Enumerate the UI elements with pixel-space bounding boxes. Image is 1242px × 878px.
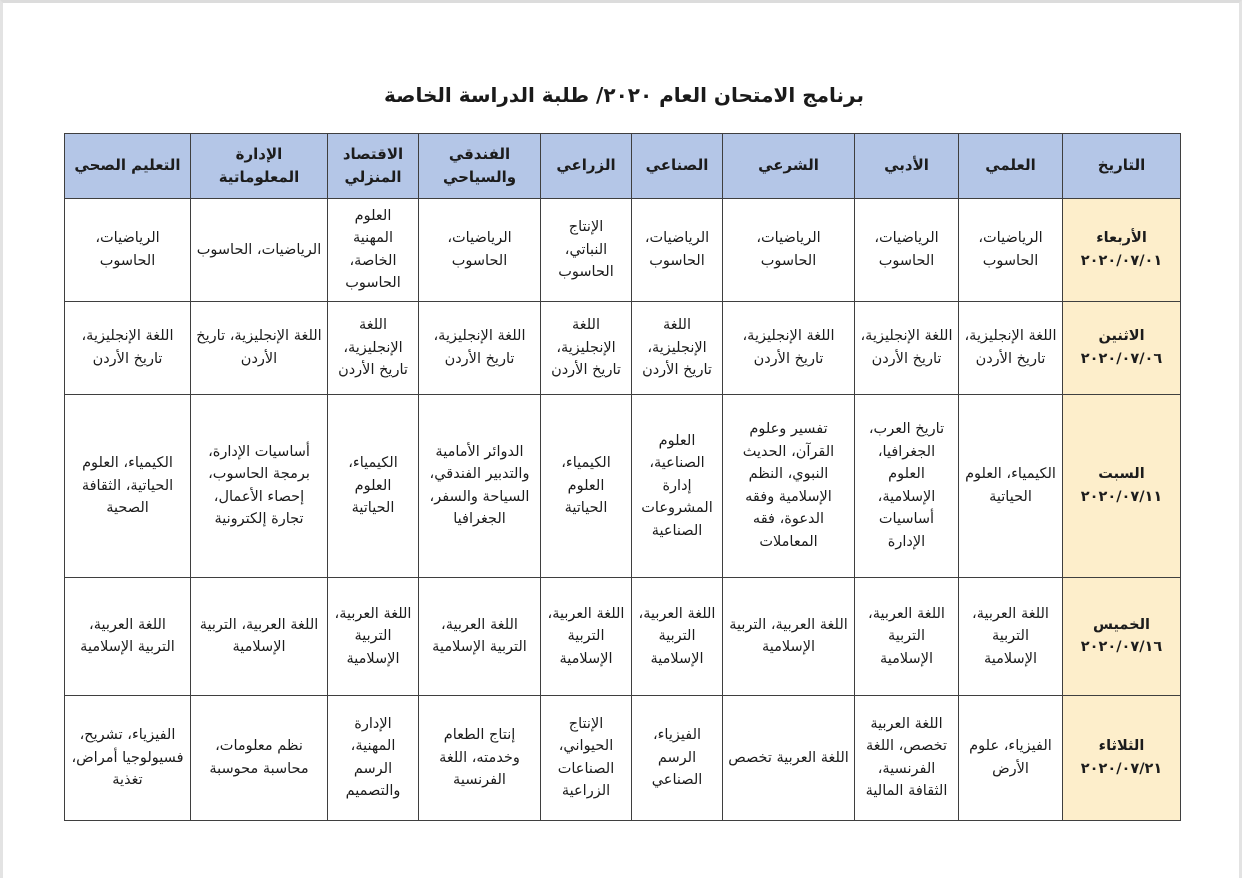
subject-cell: الكيمياء، العلوم الحياتية: [541, 394, 632, 577]
column-header-agricultural: الزراعي: [541, 134, 632, 199]
subject-cell: اللغة العربية، التربية الإسلامية: [632, 577, 723, 695]
day-of-week: الاثنين: [1098, 328, 1145, 345]
date-cell: [1063, 394, 1181, 577]
day-of-week: الخميس: [1092, 616, 1150, 633]
subject-cell: الإنتاج النباتي، الحاسوب: [541, 199, 632, 302]
date-value: ٢٠٢٠/٠٧/٢١: [1080, 760, 1163, 777]
subject-cell: اللغة العربية، التربية الإسلامية: [419, 577, 541, 695]
date-cell: [1063, 695, 1181, 820]
column-header-hotel-tourism: الفندقي والسياحي: [419, 134, 541, 199]
subject-cell: تفسير وعلوم القرآن، الحديث النبوي، النظم الإسلامية وفقه الدعوة، فقه المعاملات: [723, 394, 855, 577]
column-header-home-economics: الاقتصاد المنزلي: [328, 134, 419, 199]
subject-cell: الإدارة المهنية، الرسم والتصميم: [328, 695, 419, 820]
day-of-week: السبت: [1098, 466, 1145, 483]
subject-cell: اللغة الإنجليزية، تاريخ الأردن: [855, 301, 959, 394]
subject-cell: الرياضيات، الحاسوب: [723, 199, 855, 302]
header-row: [65, 134, 1181, 199]
subject-cell: اللغة العربية، التربية الإسلامية: [541, 577, 632, 695]
column-header-industrial: الصناعي: [632, 134, 723, 199]
subject-cell: الرياضيات، الحاسوب: [855, 199, 959, 302]
subject-cell: أساسيات الإدارة، برمجة الحاسوب، إحصاء الأعمال، تجارة إلكترونية: [191, 394, 328, 577]
subject-cell: الفيزياء، علوم الأرض: [959, 695, 1063, 820]
subject-cell: الرياضيات، الحاسوب: [632, 199, 723, 302]
column-header-sharia: الشرعي: [723, 134, 855, 199]
table-row: [65, 695, 1181, 820]
subject-cell: الفيزياء، الرسم الصناعي: [632, 695, 723, 820]
table-body: [65, 199, 1181, 821]
subject-cell: الرياضيات، الحاسوب: [65, 199, 191, 302]
subject-cell: العلوم المهنية الخاصة، الحاسوب: [328, 199, 419, 302]
subject-cell: الدوائر الأمامية والتدبير الفندقي، السياحة والسفر، الجغرافيا: [419, 394, 541, 577]
page-title: برنامج الامتحان العام ٢٠٢٠/ طلبة الدراسة الخاصة: [384, 83, 864, 107]
subject-cell: الرياضيات، الحاسوب: [191, 199, 328, 302]
date-value: ٢٠٢٠/٠٧/٠٦: [1080, 350, 1163, 367]
subject-cell: اللغة العربية، التربية الإسلامية: [328, 577, 419, 695]
subject-cell: اللغة العربية تخصص: [723, 695, 855, 820]
subject-cell: اللغة العربية، التربية الإسلامية: [191, 577, 328, 695]
subject-cell: اللغة الإنجليزية، تاريخ الأردن: [723, 301, 855, 394]
subject-cell: اللغة العربية، التربية الإسلامية: [855, 577, 959, 695]
day-of-week: الأربعاء: [1096, 230, 1147, 247]
table-row: [65, 577, 1181, 695]
subject-cell: اللغة العربية، التربية الإسلامية: [723, 577, 855, 695]
subject-cell: اللغة الإنجليزية، تاريخ الأردن: [328, 301, 419, 394]
subject-cell: اللغة الإنجليزية، تاريخ الأردن: [959, 301, 1063, 394]
subject-cell: اللغة العربية، التربية الإسلامية: [959, 577, 1063, 695]
subject-cell: الكيمياء، العلوم الحياتية: [959, 394, 1063, 577]
subject-cell: اللغة العربية تخصص، اللغة الفرنسية، الثقافة المالية: [855, 695, 959, 820]
subject-cell: العلوم الصناعية، إدارة المشروعات الصناعية: [632, 394, 723, 577]
subject-cell: اللغة الإنجليزية، تاريخ الأردن: [419, 301, 541, 394]
subject-cell: الكيمياء، العلوم الحياتية، الثقافة الصحية: [65, 394, 191, 577]
subject-cell: الفيزياء، تشريح، فسيولوجيا أمراض، تغذية: [65, 695, 191, 820]
subject-cell: الرياضيات، الحاسوب: [959, 199, 1063, 302]
table-header: [65, 134, 1181, 199]
subject-cell: الكيمياء، العلوم الحياتية: [328, 394, 419, 577]
column-header-literary: الأدبي: [855, 134, 959, 199]
table-row: [65, 301, 1181, 394]
exam-schedule-container: [71, 133, 1181, 821]
subject-cell: تاريخ العرب، الجغرافيا، العلوم الإسلامية، أساسيات الإدارة: [855, 394, 959, 577]
column-header-date: التاريخ: [1063, 134, 1181, 199]
subject-cell: إنتاج الطعام وخدمته، اللغة الفرنسية: [419, 695, 541, 820]
subject-cell: اللغة العربية، التربية الإسلامية: [65, 577, 191, 695]
date-value: ٢٠٢٠/٠٧/١٦: [1080, 639, 1163, 656]
subject-cell: اللغة الإنجليزية، تاريخ الأردن: [541, 301, 632, 394]
column-header-health-education: التعليم الصحي: [65, 134, 191, 199]
date-cell: [1063, 577, 1181, 695]
subject-cell: اللغة الإنجليزية، تاريخ الأردن: [632, 301, 723, 394]
subject-cell: نظم معلومات، محاسبة محوسبة: [191, 695, 328, 820]
date-cell: [1063, 301, 1181, 394]
exam-schedule-table: [64, 133, 1181, 821]
date-value: ٢٠٢٠/٠٧/١١: [1080, 488, 1163, 505]
subject-cell: الإنتاج الحيواني، الصناعات الزراعية: [541, 695, 632, 820]
day-of-week: الثلاثاء: [1098, 738, 1145, 755]
subject-cell: اللغة الإنجليزية، تاريخ الأردن: [65, 301, 191, 394]
subject-cell: الرياضيات، الحاسوب: [419, 199, 541, 302]
date-value: ٢٠٢٠/٠٧/٠١: [1080, 252, 1163, 269]
table-row: [65, 394, 1181, 577]
column-header-scientific: العلمي: [959, 134, 1063, 199]
table-row: [65, 199, 1181, 302]
column-header-information-management: الإدارة المعلوماتية: [191, 134, 328, 199]
date-cell: [1063, 199, 1181, 302]
subject-cell: اللغة الإنجليزية، تاريخ الأردن: [191, 301, 328, 394]
